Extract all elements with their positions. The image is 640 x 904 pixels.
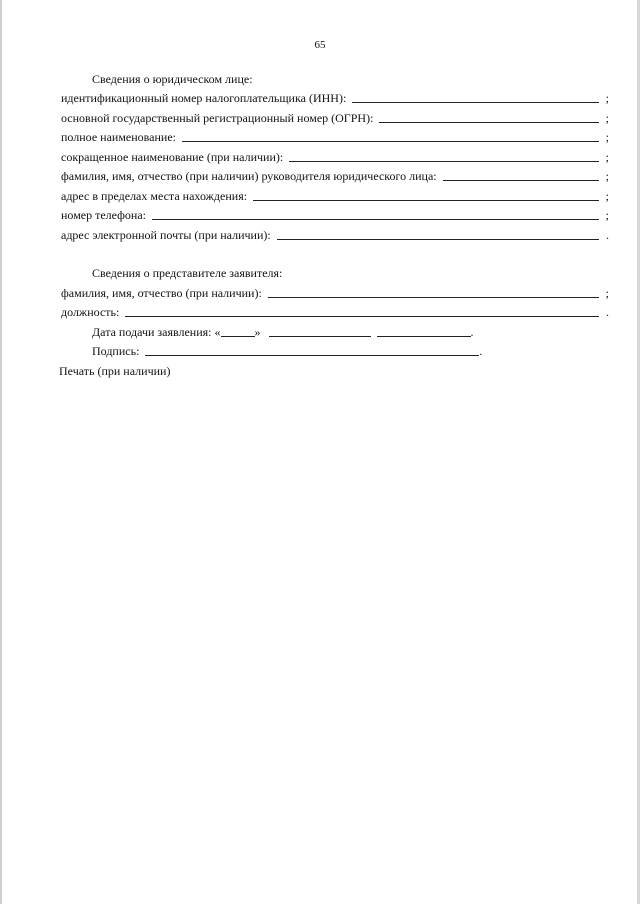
year-fill-in-line[interactable] — [377, 335, 471, 337]
field-label: сокращенное наименование (при наличии): — [61, 149, 284, 164]
field-short-name[interactable] — [61, 144, 609, 164]
representative-heading: Сведения о представителе заявителя: — [92, 266, 283, 280]
date-label: Дата подачи заявления: « — [92, 324, 221, 339]
field-end: . — [606, 227, 609, 242]
field-representative-name[interactable] — [61, 280, 609, 300]
fill-in-line[interactable] — [289, 160, 599, 162]
field-application-date[interactable] — [61, 319, 609, 339]
field-end: ; — [605, 208, 609, 222]
field-inn[interactable] — [61, 86, 609, 106]
field-label: полное наименование: — [61, 130, 176, 144]
stamp-note: Печать (при наличии) — [59, 363, 171, 378]
field-phone[interactable] — [61, 203, 609, 223]
fill-in-line[interactable] — [268, 296, 599, 298]
fill-in-line[interactable] — [352, 101, 599, 103]
field-label: номер телефона: — [61, 208, 147, 222]
date-close-quote: » — [254, 324, 261, 339]
legal-entity-heading: Сведения о юридическом лице: — [92, 71, 253, 86]
field-end: ; — [605, 91, 609, 105]
field-end: ; — [605, 169, 609, 183]
fill-in-line[interactable] — [253, 199, 599, 201]
fill-in-line[interactable] — [152, 218, 599, 220]
field-email[interactable] — [61, 222, 609, 242]
field-end: . — [606, 305, 609, 319]
field-label: основной государственный регистрационный номер (ОГРН): — [61, 110, 374, 125]
fill-in-line[interactable] — [443, 179, 599, 181]
field-end: ; — [605, 130, 609, 144]
field-director-name[interactable] — [61, 164, 609, 184]
field-label: фамилия, имя, отчество (при наличии): — [61, 285, 262, 300]
field-label: адрес электронной почты (при наличии): — [61, 227, 271, 242]
month-fill-in-line[interactable] — [269, 335, 371, 337]
field-position[interactable] — [61, 300, 609, 320]
fill-in-line[interactable] — [379, 121, 599, 123]
field-end: ; — [605, 285, 609, 300]
field-ogrn[interactable] — [61, 105, 609, 125]
scan-edge-left — [0, 0, 2, 904]
page-number: 65 — [314, 39, 326, 51]
form-content — [61, 66, 609, 378]
field-address[interactable] — [61, 183, 609, 203]
fill-in-line[interactable] — [125, 315, 599, 317]
section-gap — [61, 242, 609, 261]
date-end: . — [470, 324, 474, 339]
field-full-name[interactable] — [61, 125, 609, 145]
fill-in-line[interactable] — [182, 140, 599, 142]
field-label: должность: — [61, 305, 120, 319]
field-end: ; — [605, 110, 609, 125]
signature-end: . — [479, 344, 483, 358]
field-end: ; — [605, 149, 609, 164]
field-label: фамилия, имя, отчество (при наличии) руководителя юридического лица: — [61, 169, 437, 183]
signature-fill-in-line[interactable] — [145, 354, 479, 356]
day-fill-in-line[interactable] — [221, 335, 255, 337]
field-end: ; — [605, 188, 609, 203]
signature-label: Подпись: — [92, 344, 140, 358]
fill-in-line[interactable] — [277, 238, 599, 240]
field-label: адрес в пределах места нахождения: — [61, 188, 248, 203]
field-signature[interactable] — [61, 339, 609, 359]
field-label: идентификационный номер налогоплательщика (ИНН): — [61, 91, 347, 105]
